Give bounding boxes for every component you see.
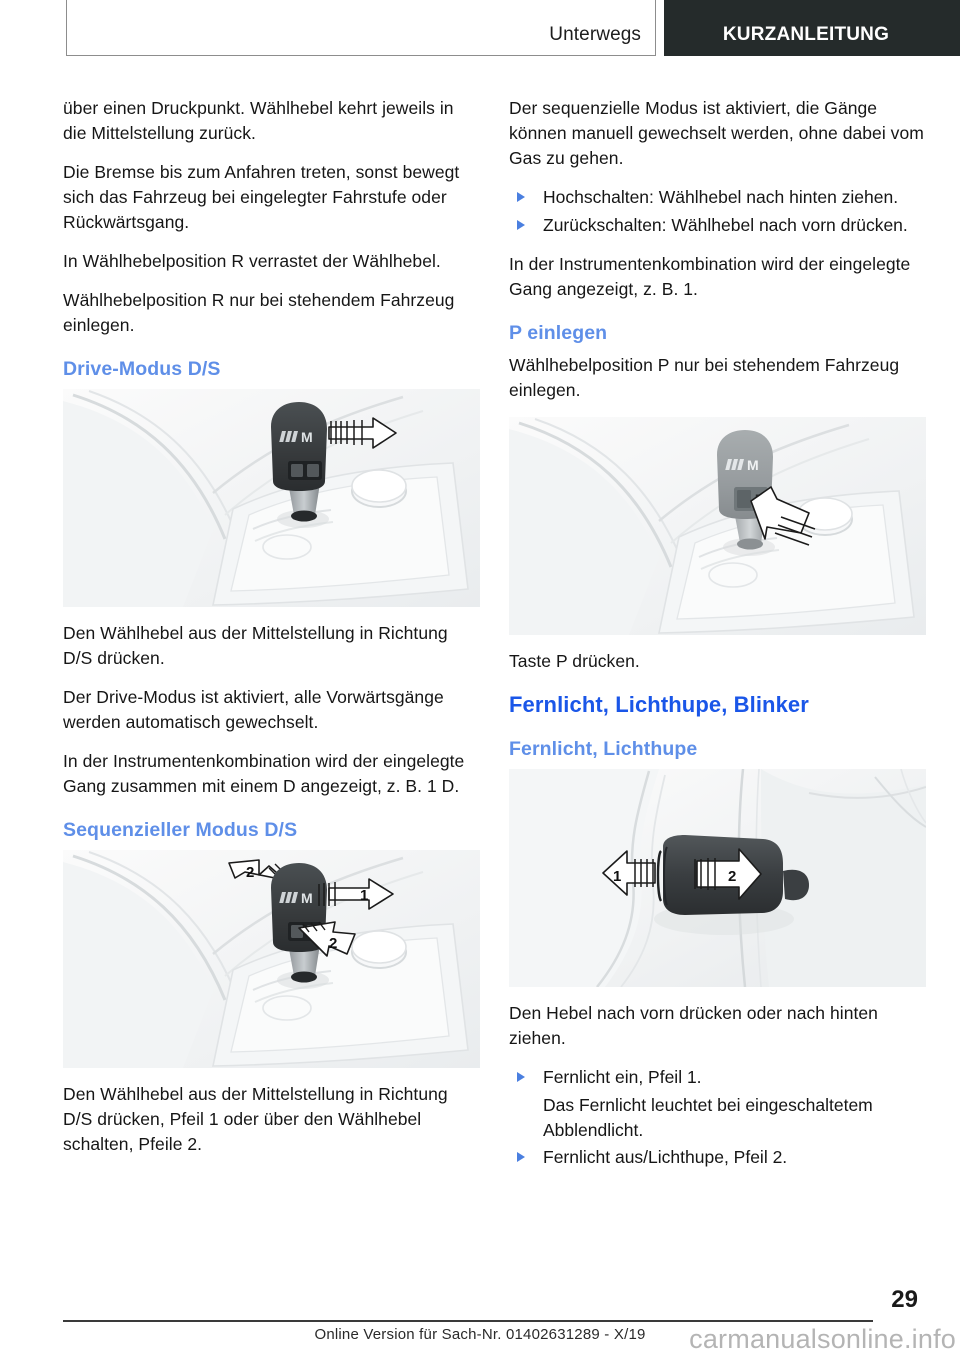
paragraph: Taste P drücken.	[509, 651, 640, 671]
page-number: 29	[891, 1286, 918, 1313]
arrow-label-1: 1	[613, 868, 622, 885]
list-item	[509, 185, 927, 210]
list-item-label: Zurückschalten: Wählhebel nach vorn drücken.	[543, 215, 908, 235]
figure-gear-selector-drive-mode	[63, 389, 480, 607]
paragraph: Der sequenzielle Modus ist aktiviert, die Gänge können manuell gewechselt werden, ohne dabei vom Gas zu gehen.	[509, 98, 924, 168]
arrow-label-2b: 2	[329, 935, 338, 952]
list-item	[509, 1065, 927, 1090]
paragraph: Die Bremse bis zum Anfahren treten, sonst bewegt sich das Fahrzeug bei eingelegter Fahrstufe oder Rückwärtsgang.	[63, 162, 460, 232]
bullet-list-lights	[509, 1065, 927, 1170]
triangle-bullet-icon	[517, 220, 525, 230]
bullet-list-shift	[509, 185, 927, 238]
breadcrumb-box	[66, 0, 656, 56]
arrow-label-2: 2	[728, 868, 737, 885]
paragraph: Den Wählhebel aus der Mittelstellung in Richtung D/S drücken.	[63, 623, 448, 668]
list-item-label: Fernlicht ein, Pfeil 1.	[543, 1067, 702, 1087]
chapter-tab	[664, 0, 960, 56]
page-footer	[0, 1282, 960, 1362]
list-item	[509, 213, 927, 238]
svg-text:M: M	[301, 890, 313, 906]
section-heading-p-einlegen: P einlegen	[509, 322, 608, 344]
section-heading-fernlicht-lichthupe: Fernlicht, Lichthupe	[509, 738, 698, 760]
paragraph: Den Hebel nach vorn drücken oder nach hinten ziehen.	[509, 1003, 878, 1048]
figure-gear-selector-park-button	[509, 417, 926, 635]
watermark: carmanualsonline.info	[689, 1324, 956, 1354]
paragraph: In der Instrumentenkombination wird der eingelegte Gang angezeigt, z. B. 1.	[509, 254, 911, 299]
triangle-bullet-icon	[517, 1152, 525, 1162]
paragraph: In der Instrumentenkombination wird der eingelegte Gang zusammen mit einem D angezeigt, z. B. 1 D.	[63, 751, 465, 796]
paragraph: Den Wählhebel aus der Mittelstellung in Richtung D/S drücken, Pfeil 1 oder über den Wählhebel schalten, Pfeile 2.	[63, 1084, 448, 1154]
list-item-label: Fernlicht aus/Lichthupe, Pfeil 2.	[543, 1147, 788, 1167]
list-item-label: Hochschalten: Wählhebel nach hinten ziehen.	[543, 187, 899, 207]
page-header	[0, 0, 960, 64]
paragraph: Wählhebelposition P nur bei stehendem Fahrzeug einlegen.	[509, 355, 900, 400]
section-heading-drive-modus: Drive-Modus D/S	[63, 358, 221, 380]
breadcrumb: Unterwegs	[549, 24, 641, 45]
left-column	[63, 96, 481, 1171]
section-heading-fernlicht-lichthupe-blinker: Fernlicht, Lichthupe, Blinker	[509, 692, 809, 717]
list-item-continuation	[509, 1093, 927, 1143]
section-heading-sequenzieller-modus: Sequenzieller Modus D/S	[63, 819, 298, 841]
chapter-tab-label: KURZANLEITUNG	[722, 24, 890, 45]
figure-gear-selector-sequential-mode	[63, 850, 480, 1068]
svg-text:M: M	[301, 429, 313, 445]
list-item	[509, 1145, 927, 1170]
paragraph: Der Drive-Modus ist aktiviert, alle Vorwärtsgänge werden automatisch gewechselt.	[63, 687, 444, 732]
list-item-continuation-label: Das Fernlicht leuchtet bei eingeschaltetem Abblendlicht.	[543, 1095, 873, 1140]
arrow-label-1: 1	[360, 887, 369, 904]
footer-note: Online Version für Sach-Nr. 01402631289 - X/19	[314, 1326, 646, 1343]
svg-text:M: M	[747, 457, 759, 473]
paragraph: In Wählhebelposition R verrastet der Wählhebel.	[63, 251, 441, 271]
paragraph: Wählhebelposition R nur bei stehendem Fahrzeug einlegen.	[63, 290, 455, 335]
footer-divider	[63, 1320, 873, 1322]
triangle-bullet-icon	[517, 192, 525, 202]
right-column	[509, 96, 927, 1184]
arrow-label-2a: 2	[246, 864, 255, 881]
paragraph: über einen Druckpunkt. Wählhebel kehrt jeweils in die Mittelstellung zurück.	[63, 98, 454, 143]
figure-turn-signal-stalk	[509, 769, 926, 987]
triangle-bullet-icon	[517, 1072, 525, 1082]
